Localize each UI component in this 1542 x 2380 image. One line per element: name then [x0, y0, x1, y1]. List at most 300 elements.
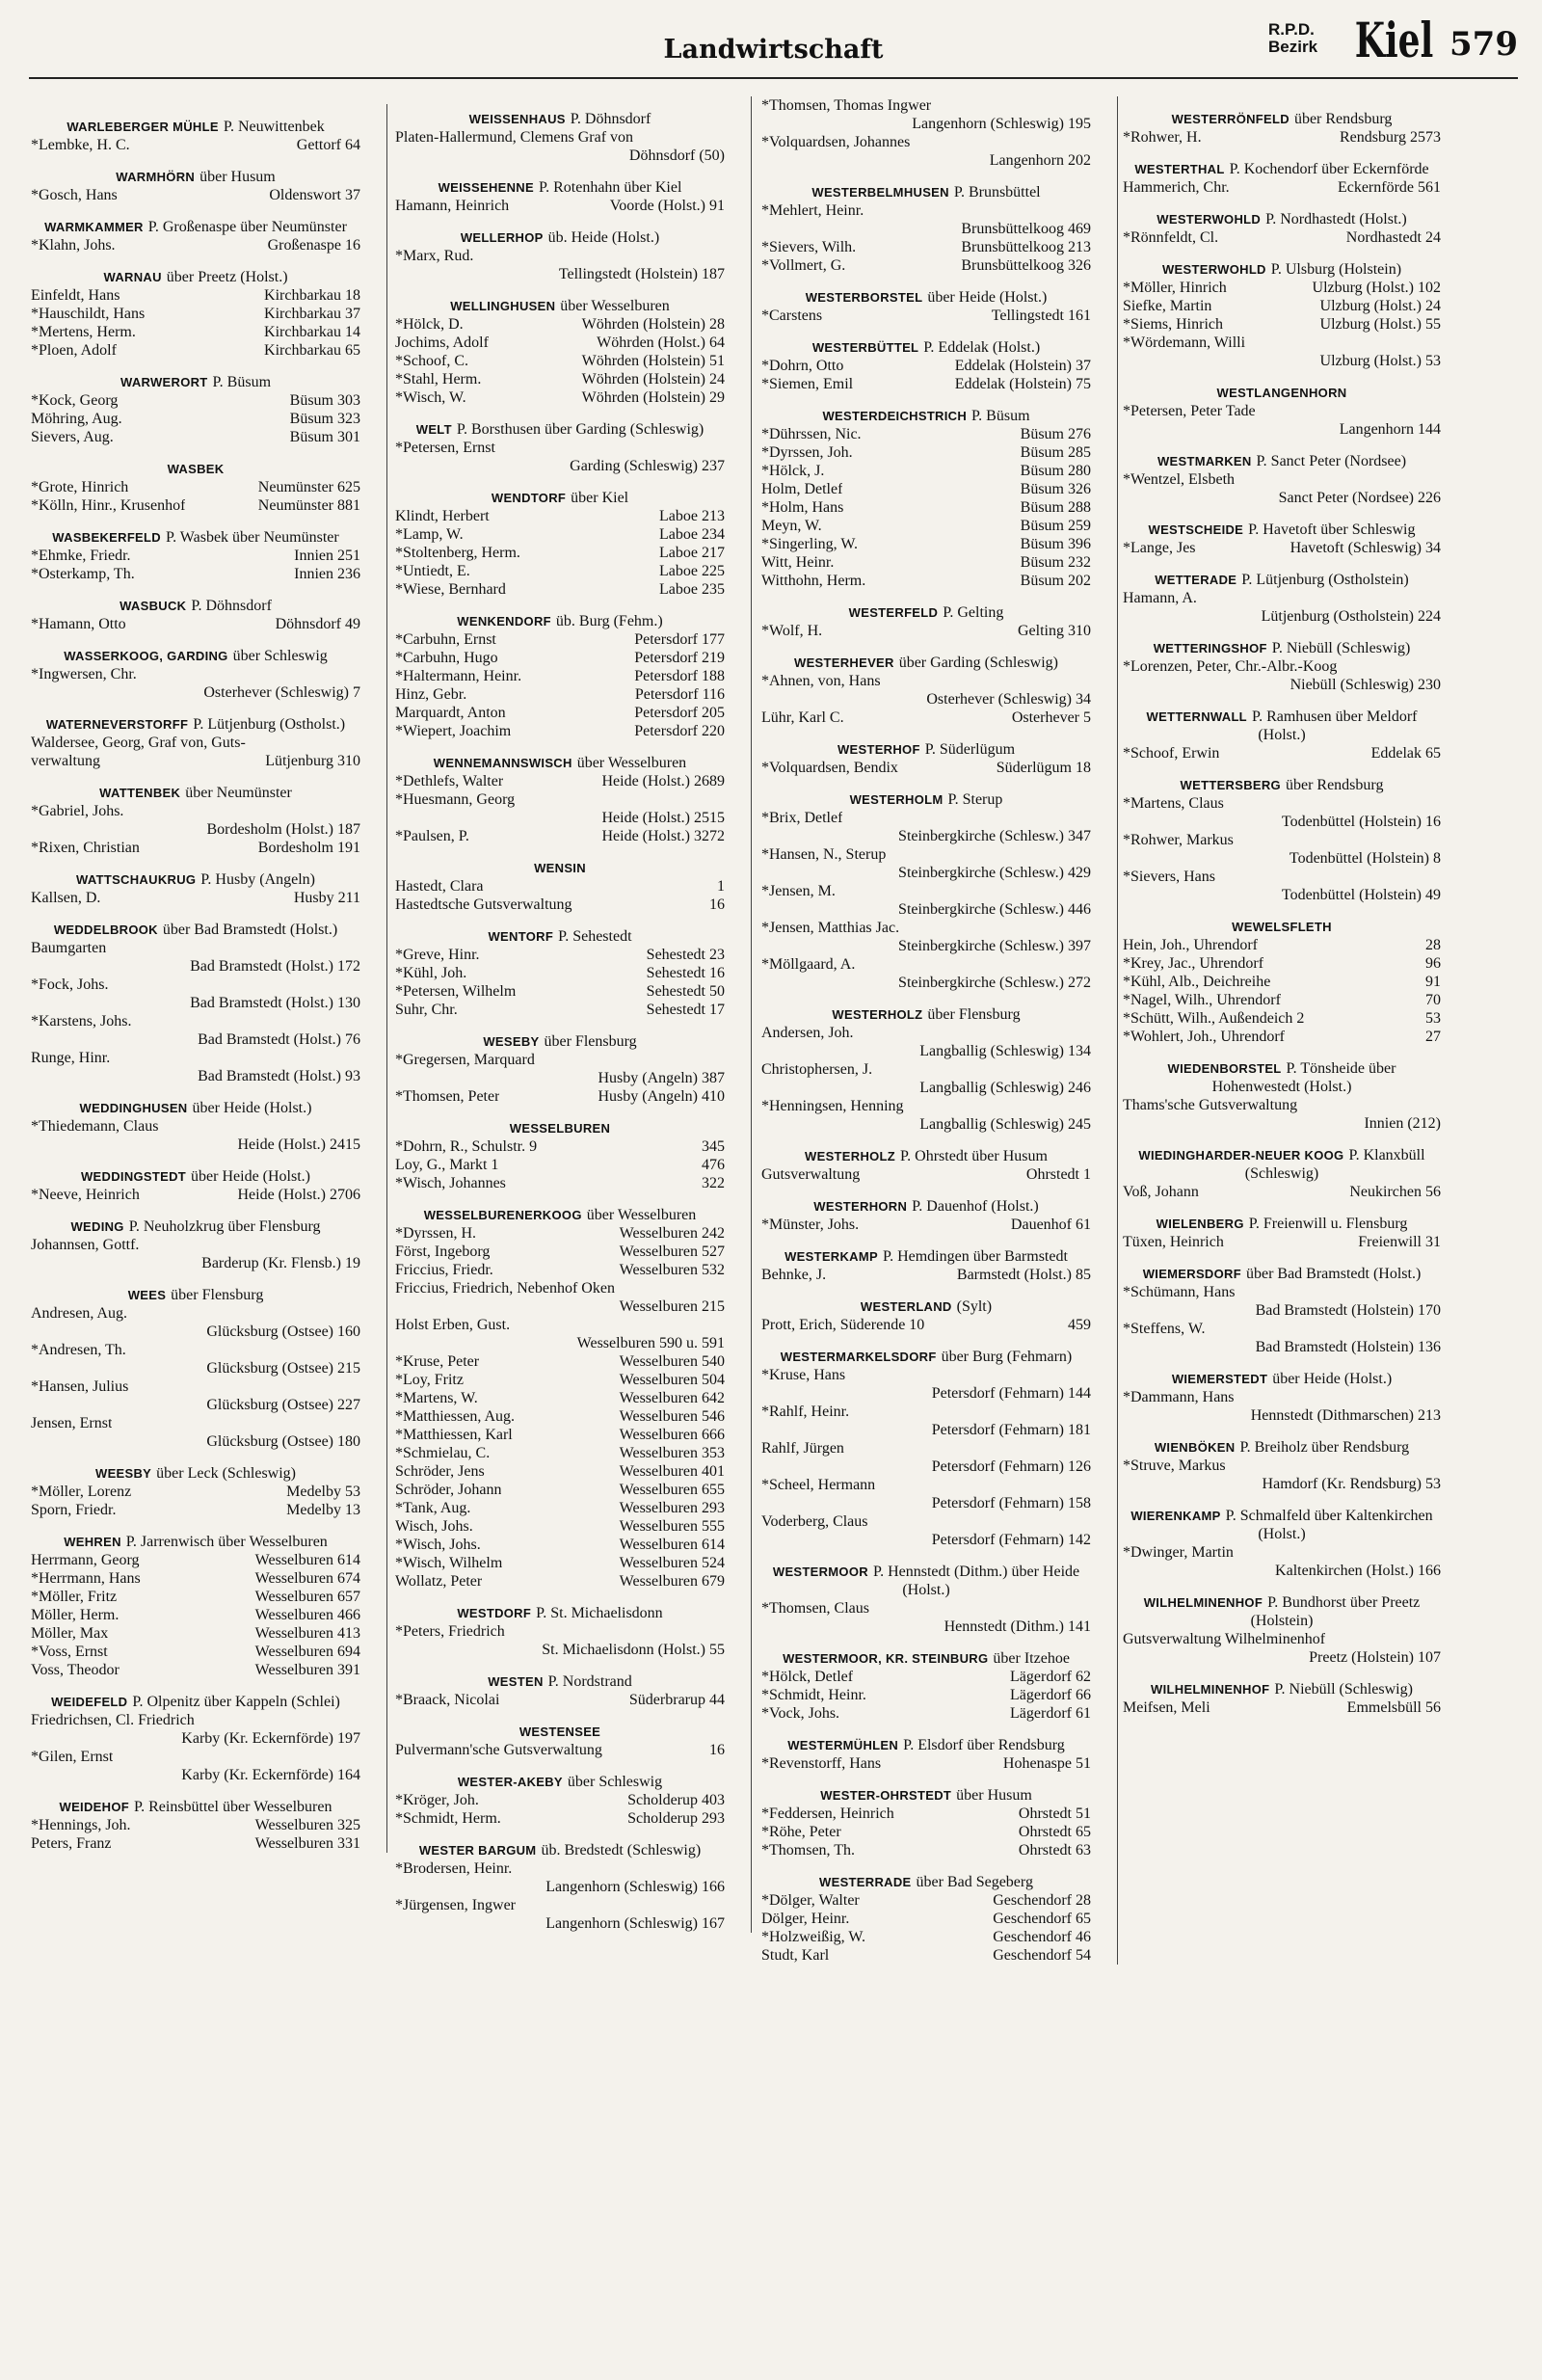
entry-name: *Schmidt, Herm. — [395, 1810, 501, 1827]
entry-name: *Mertens, Herm. — [31, 324, 136, 340]
postal-info: über Itzehoe — [993, 1650, 1070, 1667]
locality-heading — [1123, 384, 1441, 402]
locality-block — [761, 1297, 1091, 1334]
entry-row — [761, 1457, 1091, 1476]
page-header — [29, 12, 1518, 79]
entry-name: Christophersen, J. — [761, 1061, 873, 1078]
locality-name: WETTERNWALL — [1146, 709, 1247, 724]
entry-phone: Wesselburen 590 u. 591 — [576, 1335, 725, 1351]
postal-info: über Wesselburen — [560, 298, 670, 314]
locality-heading — [761, 183, 1091, 201]
entry-phone: Süderbrarup 44 — [628, 1692, 725, 1708]
locality-name: WIEMERSDORF — [1142, 1267, 1241, 1281]
entry-name: *Greve, Hinr. — [395, 947, 480, 963]
entry-phone: Innien (212) — [1364, 1115, 1441, 1132]
postal-info: P. Gelting — [943, 604, 1004, 621]
entry-phone: Heide (Holst.) 2415 — [237, 1137, 360, 1153]
entry-name: *Revenstorff, Hans — [761, 1755, 882, 1772]
entry-row — [395, 1741, 725, 1759]
entry-row — [761, 1403, 1091, 1421]
locality-name: WESTENSEE — [518, 1725, 601, 1739]
entry-name: *Lembke, H. C. — [31, 137, 130, 153]
locality-block — [761, 740, 1091, 777]
entry-row — [31, 1254, 360, 1272]
entry-name: *Petersen, Ernst — [395, 440, 495, 456]
locality-heading — [395, 1206, 725, 1224]
locality-heading — [395, 859, 725, 877]
entry-phone: Wesselburen 527 — [619, 1243, 725, 1260]
entry-row — [1123, 1233, 1441, 1251]
entry-name: *Nagel, Wilh., Uhrendorf — [1123, 992, 1281, 1008]
column-4 — [1123, 96, 1441, 1717]
entry-row — [395, 1279, 725, 1297]
locality-heading — [1123, 776, 1441, 794]
entry-phone: Petersdorf 188 — [634, 668, 725, 684]
entry-name: Andersen, Joh. — [761, 1025, 854, 1041]
entry-phone: Geschendorf 28 — [993, 1892, 1091, 1909]
entry-row — [31, 1396, 360, 1414]
postal-info: über Husum — [199, 169, 276, 185]
entry-phone: Voorde (Holst.) 91 — [609, 198, 725, 214]
entry-row — [1123, 128, 1441, 147]
locality-name: WASBUCK — [120, 599, 187, 613]
locality-block — [761, 1736, 1091, 1773]
entry-name: *Hansen, N., Sterup — [761, 846, 887, 863]
entry-name: Rahlf, Jürgen — [761, 1440, 844, 1457]
locality-name: WESTERHORN — [813, 1199, 908, 1214]
entry-row — [395, 1859, 725, 1878]
entry-row — [761, 220, 1091, 238]
postal-info: P. Nordhastedt (Holst.) — [1265, 211, 1407, 227]
locality-block — [31, 118, 360, 154]
entry-row — [31, 1661, 360, 1679]
entry-row — [1123, 868, 1441, 886]
locality-name: WEES — [127, 1288, 167, 1302]
locality-name: WASBEKERFELD — [52, 530, 161, 545]
entry-phone: Petersdorf (Fehmarn) 181 — [931, 1422, 1091, 1438]
entry-name: *Gabriel, Johs. — [31, 803, 124, 819]
entry-row — [31, 236, 360, 254]
entry-row — [395, 1174, 725, 1192]
entry-name: *Schoof, C. — [395, 353, 468, 369]
locality-heading — [395, 1672, 725, 1691]
entry-row — [395, 772, 725, 790]
entry-name: Dölger, Heinr. — [761, 1911, 850, 1927]
locality-name: WEDING — [70, 1219, 124, 1234]
locality-name: WESSELBURENERKOOG — [423, 1208, 582, 1222]
entry-phone: Geschendorf 65 — [993, 1911, 1091, 1927]
locality-block — [31, 784, 360, 857]
postal-info: über Preetz (Holst.) — [166, 269, 288, 285]
entry-row — [761, 1754, 1091, 1773]
postal-info: P. Niebüll (Schleswig) — [1274, 1681, 1413, 1698]
postal-info: über Kiel — [571, 490, 629, 506]
entry-phone: Medelby 13 — [286, 1502, 360, 1518]
locality-heading — [761, 1147, 1091, 1165]
entry-phone: Büsum 276 — [1020, 426, 1091, 442]
entry-row — [395, 630, 725, 649]
entry-phone: Ulzburg (Holst.) 102 — [1312, 280, 1441, 296]
entry-phone: 27 — [1425, 1029, 1441, 1045]
entry-phone: Büsum 259 — [1020, 518, 1091, 534]
entry-phone: Karby (Kr. Eckernförde) 164 — [181, 1767, 360, 1783]
entry-name: *Gosch, Hans — [31, 187, 118, 203]
locality-block — [761, 96, 1091, 170]
entry-row — [761, 133, 1091, 151]
entry-phone: Eddelak (Holstein) 37 — [954, 358, 1091, 374]
entry-phone: Havetoft (Schleswig) 34 — [1289, 540, 1441, 556]
locality-name: WESTERKAMP — [784, 1249, 878, 1264]
entry-phone: Oldenswort 37 — [269, 187, 360, 203]
locality-block — [1123, 110, 1441, 147]
entry-row — [761, 1946, 1091, 1965]
locality-block — [31, 870, 360, 907]
locality-heading — [761, 654, 1091, 672]
locality-heading — [395, 228, 725, 247]
entry-phone: 476 — [702, 1157, 725, 1173]
locality-name: WEWELSFLETH — [1232, 920, 1332, 934]
entry-row — [395, 667, 725, 685]
locality-heading — [31, 1217, 360, 1236]
locality-heading — [395, 927, 725, 946]
entry-name: *Martens, Claus — [1123, 795, 1224, 812]
entry-name: Witt, Heinr. — [761, 554, 835, 571]
column-divider — [1117, 96, 1118, 1965]
entry-name: Baumgarten — [31, 940, 107, 956]
locality-heading — [395, 612, 725, 630]
page-number: 579 — [1449, 25, 1518, 64]
locality-block — [395, 612, 725, 740]
entry-phone: Innien 236 — [294, 566, 360, 582]
entry-row — [395, 562, 725, 580]
entry-row — [1123, 1543, 1441, 1562]
entry-row — [1123, 744, 1441, 762]
entry-phone: Döhnsdorf (50) — [628, 147, 725, 164]
entry-name: *Möller, Fritz — [31, 1589, 118, 1605]
entry-row — [31, 1766, 360, 1784]
entry-row — [395, 1499, 725, 1517]
locality-heading — [31, 715, 360, 734]
entry-row — [31, 1341, 360, 1359]
entry-phone: Wesselburen 546 — [619, 1408, 725, 1425]
entry-name: *Feddersen, Heinrich — [761, 1805, 894, 1822]
locality-name: WESTERHOF — [837, 742, 920, 757]
entry-row — [31, 1748, 360, 1766]
entry-row — [1123, 334, 1441, 352]
locality-block — [31, 1167, 360, 1204]
entry-name: *Thiedemann, Claus — [31, 1118, 159, 1135]
entry-phone: Ohrstedt 1 — [1025, 1166, 1091, 1183]
entry-phone: Glücksburg (Ostsee) 160 — [206, 1324, 360, 1340]
entry-name: *Singerling, W. — [761, 536, 859, 552]
entry-phone: Osterhever (Schleswig) 34 — [926, 691, 1091, 708]
entry-name: *Hennings, Joh. — [31, 1817, 131, 1833]
entry-phone: Laboe 225 — [659, 563, 725, 579]
entry-phone: Langenhorn (Schleswig) 195 — [912, 116, 1091, 132]
entry-name: Pulvermann'sche Gutsverwaltung — [395, 1742, 602, 1758]
entry-name: *Carbuhn, Hugo — [395, 650, 498, 666]
locality-heading — [1123, 1146, 1441, 1183]
entry-row — [395, 1481, 725, 1499]
entry-phone: Wesselburen 679 — [619, 1573, 725, 1590]
entry-name: Meifsen, Meli — [1123, 1699, 1210, 1716]
entry-row — [395, 1462, 725, 1481]
entry-row — [1123, 1562, 1441, 1580]
entry-row — [395, 147, 725, 165]
entry-row — [761, 709, 1091, 727]
entry-phone: Brunsbüttelkoog 326 — [961, 257, 1091, 274]
postal-info: über Flensburg — [927, 1006, 1021, 1023]
locality-heading — [395, 110, 725, 128]
entry-name: Hammerich, Chr. — [1123, 179, 1230, 196]
entry-name: Lühr, Karl C. — [761, 709, 844, 726]
entry-name: *Marx, Rud. — [395, 248, 474, 264]
column-divider — [386, 104, 387, 1853]
locality-block — [1123, 384, 1441, 439]
entry-row — [395, 1334, 725, 1352]
entry-name: *Rohwer, Markus — [1123, 832, 1234, 848]
entry-row — [395, 649, 725, 667]
entry-row — [31, 186, 360, 204]
entry-row — [761, 553, 1091, 572]
locality-heading — [761, 338, 1091, 357]
locality-block — [31, 373, 360, 446]
entry-row — [31, 802, 360, 820]
entry-phone: Laboe 234 — [659, 526, 725, 543]
entry-phone: Neukirchen 56 — [1349, 1184, 1441, 1200]
locality-name: WEIDEFELD — [51, 1695, 128, 1709]
entry-row — [31, 820, 360, 839]
postal-info: P. Sterup — [947, 791, 1003, 808]
entry-phone: Husby 211 — [293, 890, 360, 906]
locality-heading — [31, 1693, 360, 1711]
entry-phone: Kirchbarkau 65 — [264, 342, 360, 359]
entry-row — [31, 615, 360, 633]
entry-row — [395, 1444, 725, 1462]
entry-phone: Ohrstedt 51 — [1018, 1805, 1091, 1822]
entry-name: *Wohlert, Joh., Uhrendorf — [1123, 1029, 1286, 1045]
entry-row — [761, 1704, 1091, 1723]
entry-phone: Langballig (Schleswig) 245 — [919, 1116, 1091, 1133]
locality-heading — [31, 597, 360, 615]
entry-phone: Langballig (Schleswig) 134 — [919, 1043, 1091, 1059]
locality-heading — [761, 740, 1091, 759]
entry-phone: 16 — [709, 896, 725, 913]
locality-heading — [1123, 1438, 1441, 1457]
entry-phone: Kirchbarkau 37 — [264, 306, 360, 322]
entry-phone: Hennstedt (Dithm.) 141 — [944, 1618, 1091, 1635]
entry-name: *Andresen, Th. — [31, 1342, 126, 1358]
entry-row — [1123, 352, 1441, 370]
entry-phone: Ohrstedt 63 — [1018, 1842, 1091, 1859]
entry-row — [395, 1622, 725, 1641]
locality-name: WIEDINGHARDER-NEUER KOOG — [1138, 1148, 1344, 1163]
locality-name: WATERNEVERSTORFF — [45, 717, 189, 732]
entry-name: Gutsverwaltung Wilhelminenhof — [1123, 1631, 1326, 1647]
locality-block — [31, 715, 360, 770]
locality-heading — [1123, 1265, 1441, 1283]
entry-name: *Kühl, Alb., Deichreihe — [1123, 974, 1271, 990]
entry-phone: Wöhrden (Holstein) 51 — [581, 353, 725, 369]
entry-name: *Holzweißig, W. — [761, 1929, 865, 1945]
entry-phone: Petersdorf 177 — [634, 631, 725, 648]
entry-row — [31, 1030, 360, 1049]
postal-info: P. Kochendorf über Eckernförde — [1229, 161, 1429, 177]
locality-block — [1123, 452, 1441, 507]
locality-name: WEESBY — [95, 1466, 152, 1481]
locality-heading — [395, 178, 725, 197]
entry-row — [761, 1494, 1091, 1512]
entry-phone: Steinbergkirche (Schlesw.) 397 — [898, 938, 1091, 954]
locality-heading — [31, 784, 360, 802]
entry-name: Andresen, Aug. — [31, 1305, 127, 1322]
postal-info: P. Sehestedt — [558, 928, 632, 945]
entry-row — [1123, 1630, 1441, 1648]
postal-info: P. Freienwill u. Flensburg — [1248, 1216, 1408, 1232]
entry-phone: Süderlügum 18 — [996, 760, 1091, 776]
entry-phone: Sehestedt 50 — [646, 983, 725, 1000]
entry-row — [761, 864, 1091, 882]
locality-heading — [31, 1167, 360, 1186]
entry-phone: Lägerdorf 66 — [1010, 1687, 1091, 1703]
entry-phone: Scholderup 293 — [627, 1810, 725, 1827]
locality-block — [1123, 1146, 1441, 1201]
entry-row — [395, 1426, 725, 1444]
entry-row — [1123, 1183, 1441, 1201]
locality-heading — [31, 460, 360, 478]
entry-row — [31, 565, 360, 583]
entry-row — [1123, 954, 1441, 973]
locality-name: WESTER BARGUM — [418, 1843, 537, 1858]
entry-name: *Hölck, D. — [395, 316, 464, 333]
entry-name: *Kühl, Joh. — [395, 965, 467, 981]
entry-row — [761, 1823, 1091, 1841]
entry-name: *Röhe, Peter — [761, 1824, 841, 1840]
entry-name: *Möller, Lorenz — [31, 1484, 132, 1500]
entry-row — [1123, 297, 1441, 315]
entry-phone: Heide (Holst.) 2706 — [237, 1187, 360, 1203]
entry-phone: Sehestedt 17 — [646, 1002, 725, 1018]
entry-phone: Neumünster 881 — [257, 497, 360, 514]
entry-row — [761, 357, 1091, 375]
locality-block — [395, 1773, 725, 1828]
entry-row — [1123, 1457, 1441, 1475]
entry-phone: Steinbergkirche (Schlesw.) 272 — [898, 975, 1091, 991]
locality-name: WESTERBÜTTEL — [811, 340, 919, 355]
locality-name: WIERENKAMP — [1130, 1509, 1221, 1523]
entry-name: Studt, Karl — [761, 1947, 830, 1964]
entry-name: *Steffens, W. — [1123, 1321, 1206, 1337]
locality-block — [395, 927, 725, 1019]
entry-phone: Garding (Schleswig) 237 — [570, 458, 725, 474]
entry-row — [761, 759, 1091, 777]
postal-info: P. Lütjenburg (Ostholstein) — [1241, 572, 1409, 588]
entry-row — [1123, 886, 1441, 904]
entry-phone: Hohenaspe 51 — [1002, 1755, 1091, 1772]
entry-row — [1123, 1388, 1441, 1406]
entry-phone: Dauenhof 61 — [1010, 1217, 1091, 1233]
entry-phone: Wesselburen 666 — [619, 1427, 725, 1443]
entry-row — [761, 256, 1091, 275]
locality-heading — [395, 1841, 725, 1859]
entry-name: *Voss, Ernst — [31, 1644, 108, 1660]
column-divider — [751, 96, 752, 1933]
entry-name: *Henningsen, Henning — [761, 1098, 904, 1114]
locality-block — [1123, 160, 1441, 197]
postal-info: P. Ulsburg (Holstein) — [1270, 261, 1402, 278]
entry-phone: 16 — [709, 1742, 725, 1758]
entry-phone: Laboe 213 — [659, 508, 725, 524]
entry-row — [31, 286, 360, 305]
entry-name: *Grote, Hinrich — [31, 479, 129, 495]
entry-phone: 1 — [717, 878, 725, 895]
locality-heading — [395, 1604, 725, 1622]
entry-name: Friccius, Friedr. — [395, 1262, 493, 1278]
entry-phone: Wesselburen 466 — [254, 1607, 360, 1623]
entry-name: Sievers, Aug. — [31, 429, 114, 445]
entry-phone: Büsum 323 — [289, 411, 360, 427]
entry-row — [761, 1805, 1091, 1823]
postal-info: P. Nordstrand — [547, 1673, 632, 1690]
locality-heading — [31, 921, 360, 939]
entry-name: Hastedtsche Gutsverwaltung — [395, 896, 572, 913]
entry-name: *Volquardsen, Bendix — [761, 760, 898, 776]
entry-phone: Wesselburen 694 — [254, 1644, 360, 1660]
entry-name: *Münster, Johs. — [761, 1217, 860, 1233]
entry-name: *Kock, Georg — [31, 392, 119, 409]
entry-phone: Büsum 303 — [289, 392, 360, 409]
entry-phone: Wesselburen 642 — [619, 1390, 725, 1406]
entry-name: *Thomsen, Claus — [761, 1600, 869, 1617]
entry-name: *Herrmann, Hans — [31, 1570, 141, 1587]
entry-row — [395, 1224, 725, 1243]
entry-name: *Klahn, Johs. — [31, 237, 116, 254]
postal-info: P. Breiholz über Rendsburg — [1239, 1439, 1410, 1456]
locality-heading — [1123, 260, 1441, 279]
locality-block — [1123, 1438, 1441, 1493]
entry-row — [31, 1323, 360, 1341]
entry-phone: Rendsburg 2573 — [1339, 129, 1441, 146]
entry-row — [395, 1536, 725, 1554]
postal-info: P. Olpenitz über Kappeln (Schlei) — [132, 1694, 340, 1710]
entry-name: Hein, Joh., Uhrendorf — [1123, 937, 1258, 953]
entry-row — [31, 1501, 360, 1519]
locality-heading — [761, 1348, 1091, 1366]
entry-name: Wollatz, Peter — [395, 1573, 483, 1590]
entry-row — [1123, 831, 1441, 849]
entry-phone: Barmstedt (Holst.) 85 — [956, 1267, 1091, 1283]
locality-name: WATTSCHAUKRUG — [76, 872, 197, 887]
locality-block — [1123, 1370, 1441, 1425]
entry-row — [31, 1304, 360, 1323]
entry-name: Voß, Johann — [1123, 1184, 1199, 1200]
postal-info: über Rendsburg — [1285, 777, 1384, 793]
entry-phone: Osterhever 5 — [1011, 709, 1091, 726]
entry-row — [761, 425, 1091, 443]
locality-name: WETTERSBERG — [1180, 778, 1281, 792]
locality-name: WEDDINGHUSEN — [79, 1101, 188, 1115]
entry-name: *Loy, Fritz — [395, 1372, 464, 1388]
locality-block — [761, 1786, 1091, 1859]
entry-phone: Eddelak 65 — [1370, 745, 1441, 762]
entry-name: Loy, G., Markt 1 — [395, 1157, 499, 1173]
entry-phone: Wesselburen 655 — [619, 1482, 725, 1498]
entry-row — [395, 352, 725, 370]
bezirk-label: Bezirk — [1268, 38, 1318, 56]
entry-phone: Gelting 310 — [1018, 623, 1091, 639]
entry-row — [1123, 1320, 1441, 1338]
locality-name: WARLEBERGER MÜHLE — [66, 120, 219, 134]
